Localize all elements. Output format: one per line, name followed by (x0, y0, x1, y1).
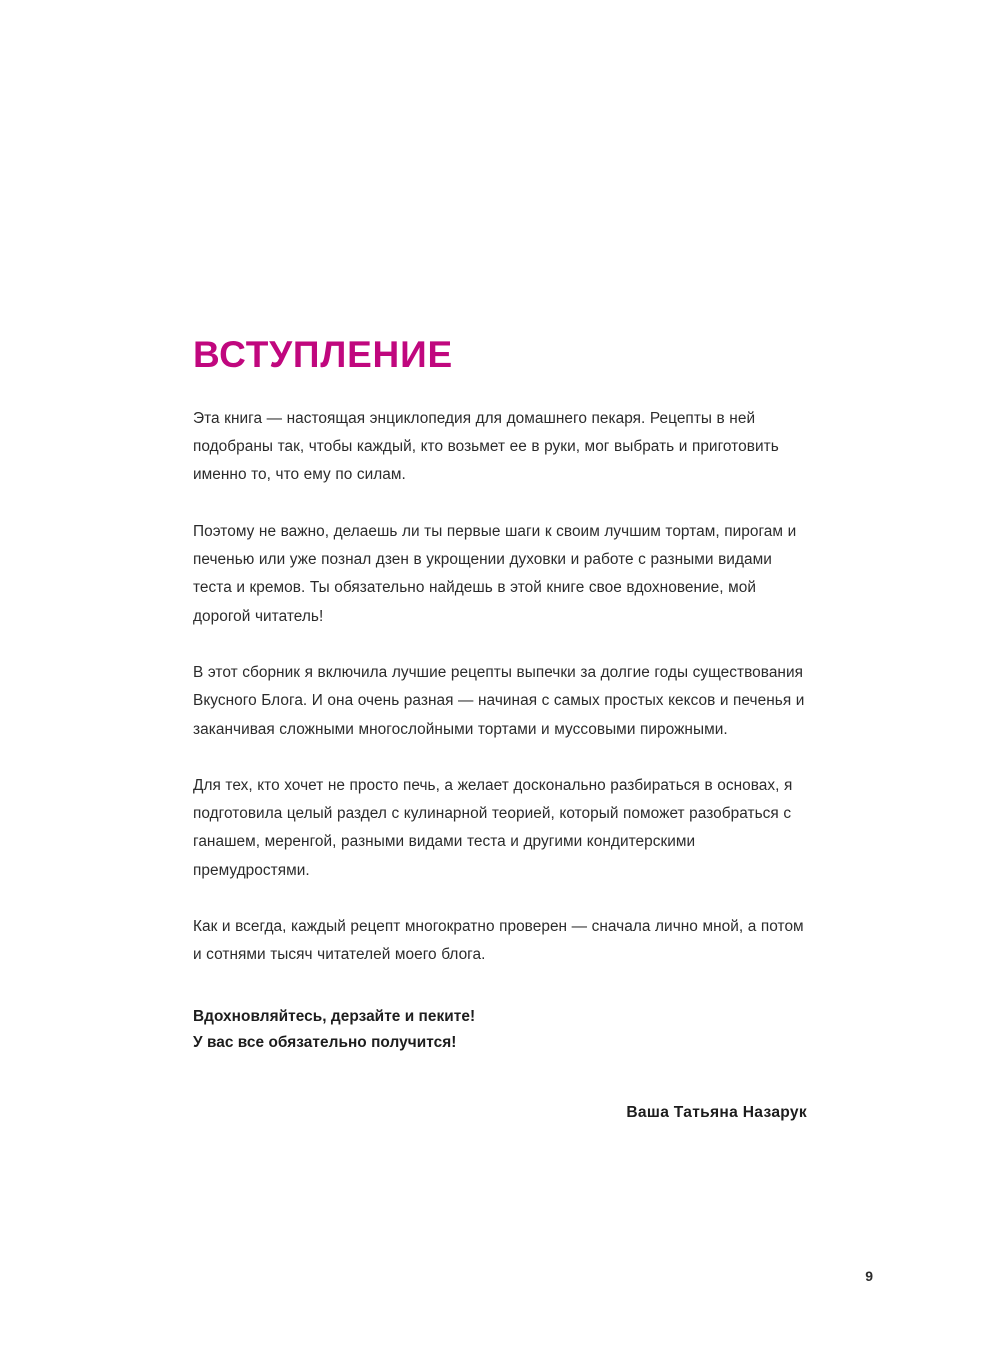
closing-line-1: Вдохновляйтесь, дерзайте и пеките! (193, 1007, 476, 1025)
page-content (193, 336, 807, 1122)
closing-line-2: У вас все обязательно получится! (193, 1033, 457, 1051)
page-number: 9 (865, 1268, 873, 1284)
page-title: ВСТУПЛЕНИЕ (193, 334, 453, 375)
closing-call-to-action (193, 998, 807, 1056)
body-paragraph: Как и всегда, каждый рецепт многократно проверен — сначала лично мной, а потом и сотнями тысяч читателей моего блога. (193, 918, 804, 964)
body-paragraph: Поэтому не важно, делаешь ли ты первые шаги к своим лучшим тортам, пирогам и печенью или уже познал дзен в укрощении духовки и работе с разными видами теста и кремов. Ты обязательно найдешь в этой книге свое вдохновение, мой дорогой читатель! (193, 522, 797, 625)
author-signature: Ваша Татьяна Назарук (626, 1103, 807, 1121)
body-paragraph: Эта книга — настоящая энциклопедия для домашнего пекаря. Рецепты в ней подобраны так, чтобы каждый, кто возьмет ее в руки, мог выбрать и приготовить именно то, что ему по силам. (193, 409, 779, 484)
body-paragraph: В этот сборник я включила лучшие рецепты выпечки за долгие годы существования Вкусного Блога. И она очень разная — начиная с самых простых кексов и печенья и заканчивая сложными многослойными тортами и муссовыми пирожными. (193, 663, 805, 738)
body-paragraph: Для тех, кто хочет не просто печь, а желает досконально разбираться в основах, я подготовила целый раздел с кулинарной теорией, который поможет разобраться с ганашем, меренгой, разными видами теста и другими кондитерскими премудростями. (193, 776, 793, 879)
